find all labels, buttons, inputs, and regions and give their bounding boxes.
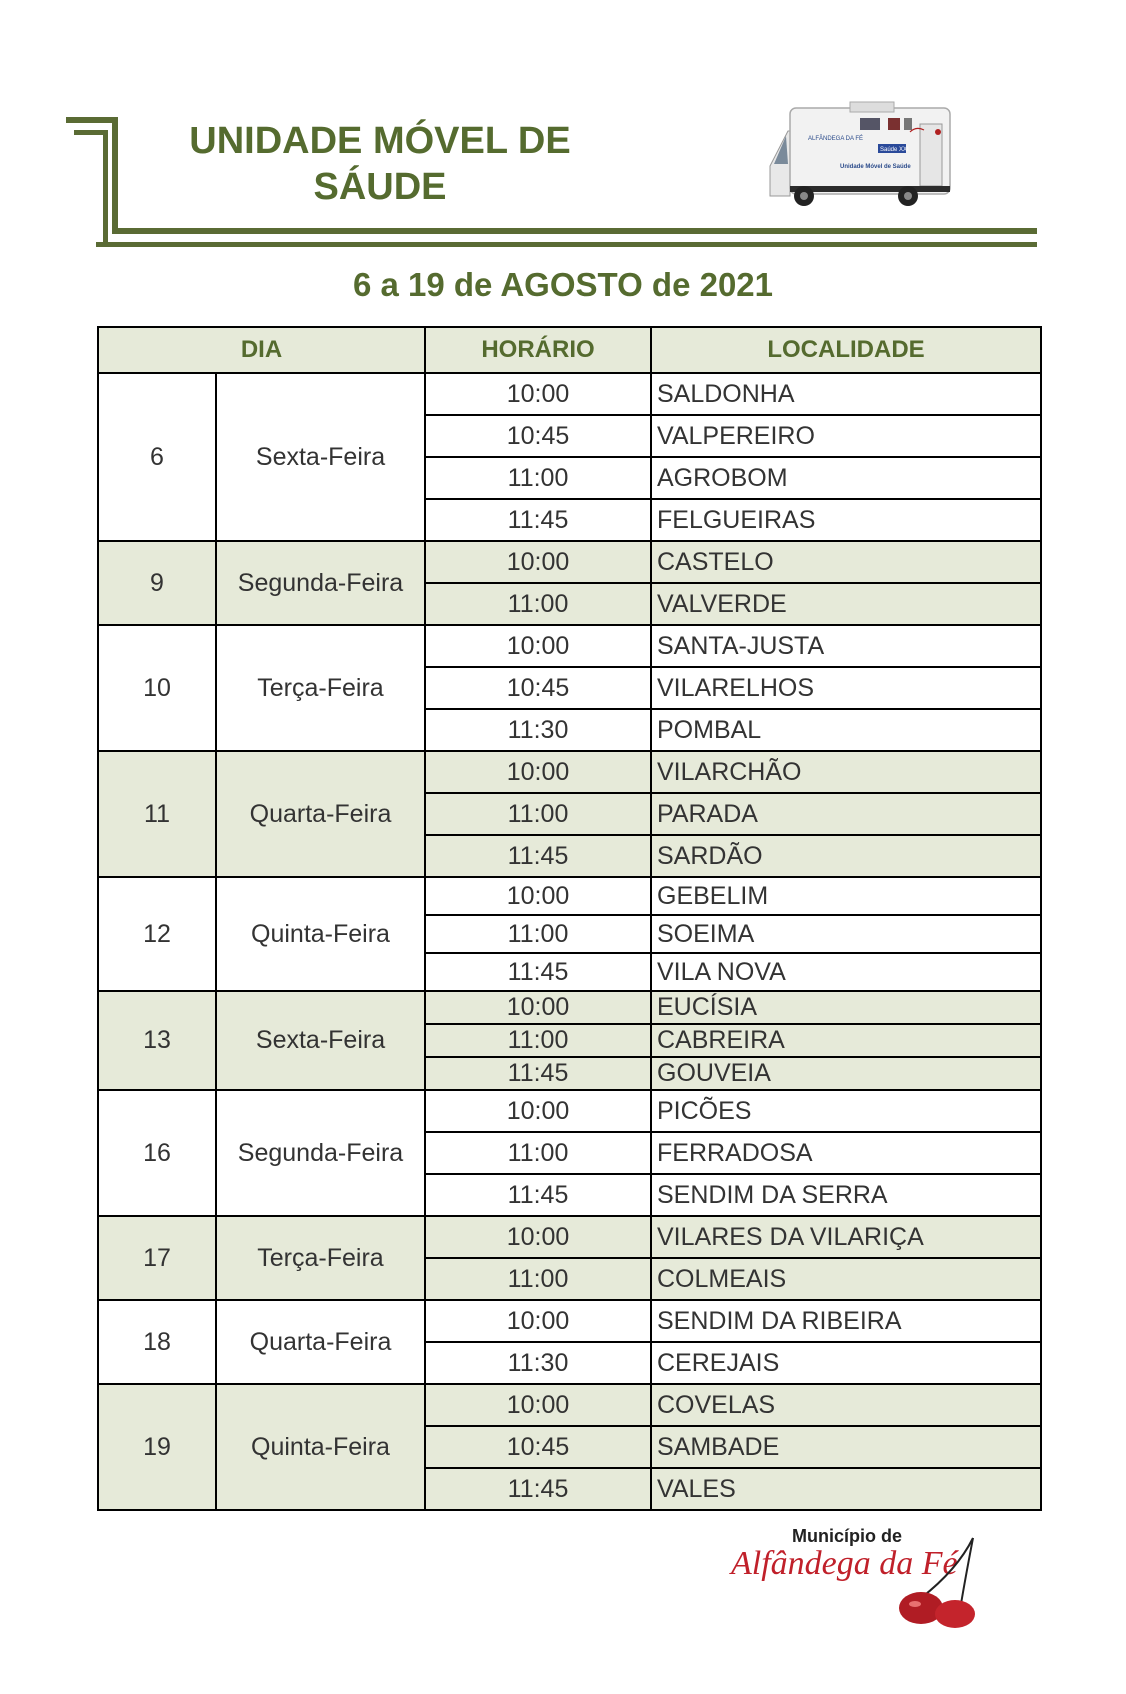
location-cell: CABREIRA: [651, 1024, 1041, 1057]
municipality-logo: [725, 1520, 1005, 1630]
frame-vertical-outer: [112, 117, 118, 233]
logo-script-text: Alfândega da Fé: [731, 1545, 958, 1582]
weekday: Quarta-Feira: [216, 1300, 425, 1384]
table-row: [98, 1300, 1041, 1342]
location-cell: VALVERDE: [651, 583, 1041, 625]
weekday: Quinta-Feira: [216, 1384, 425, 1510]
weekday: Quarta-Feira: [216, 751, 425, 877]
weekday: Terça-Feira: [216, 1216, 425, 1300]
location-cell: SENDIM DA SERRA: [651, 1174, 1041, 1216]
time-cell: 10:45: [425, 1426, 651, 1468]
time-cell: 10:00: [425, 1090, 651, 1132]
time-cell: 11:30: [425, 709, 651, 751]
location-cell: COLMEAIS: [651, 1258, 1041, 1300]
time-cell: 11:30: [425, 1342, 651, 1384]
location-cell: FELGUEIRAS: [651, 499, 1041, 541]
day-number: 13: [98, 991, 216, 1090]
table-row: [98, 625, 1041, 667]
day-number: 18: [98, 1300, 216, 1384]
table-row: [98, 1384, 1041, 1426]
location-cell: SALDONHA: [651, 373, 1041, 415]
weekday: Quinta-Feira: [216, 877, 425, 991]
time-cell: 10:00: [425, 625, 651, 667]
header-localidade: LOCALIDADE: [651, 327, 1041, 373]
mobile-unit-truck-icon: [760, 96, 960, 216]
day-number: 19: [98, 1384, 216, 1510]
time-cell: 11:00: [425, 915, 651, 953]
time-cell: 11:00: [425, 457, 651, 499]
time-cell: 10:00: [425, 877, 651, 915]
weekday: Segunda-Feira: [216, 541, 425, 625]
location-cell: SANTA-JUSTA: [651, 625, 1041, 667]
location-cell: POMBAL: [651, 709, 1041, 751]
location-cell: GEBELIM: [651, 877, 1041, 915]
location-cell: VALES: [651, 1468, 1041, 1510]
weekday: Sexta-Feira: [216, 991, 425, 1090]
day-number: 9: [98, 541, 216, 625]
location-cell: CEREJAIS: [651, 1342, 1041, 1384]
location-cell: VILARES DA VILARIÇA: [651, 1216, 1041, 1258]
schedule-table: [97, 326, 1042, 1511]
time-cell: 11:00: [425, 793, 651, 835]
truck-label-3: Saúde XXI: [880, 147, 909, 153]
table-row: [98, 1216, 1041, 1258]
table-header-row: [98, 327, 1041, 373]
location-cell: VILA NOVA: [651, 953, 1041, 991]
truck-label-1: ALFÂNDEGA DA FÉ: [808, 136, 864, 142]
location-cell: SENDIM DA RIBEIRA: [651, 1300, 1041, 1342]
day-number: 10: [98, 625, 216, 751]
time-cell: 10:00: [425, 1300, 651, 1342]
date-range: 6 a 19 de AGOSTO de 2021: [352, 266, 774, 303]
location-cell: PARADA: [651, 793, 1041, 835]
time-cell: 11:45: [425, 499, 651, 541]
location-cell: VILARCHÃO: [651, 751, 1041, 793]
location-cell: COVELAS: [651, 1384, 1041, 1426]
table-row: [98, 991, 1041, 1024]
header-horario: HORÁRIO: [425, 327, 651, 373]
schedule-body: [98, 373, 1041, 1510]
time-cell: 10:45: [425, 667, 651, 709]
time-cell: 11:45: [425, 953, 651, 991]
time-cell: 10:00: [425, 1216, 651, 1258]
time-cell: 11:45: [425, 1057, 651, 1090]
location-cell: VILARELHOS: [651, 667, 1041, 709]
time-cell: 10:00: [425, 541, 651, 583]
location-cell: SARDÃO: [651, 835, 1041, 877]
weekday: Terça-Feira: [216, 625, 425, 751]
time-cell: 11:45: [425, 835, 651, 877]
location-cell: PICÕES: [651, 1090, 1041, 1132]
location-cell: FERRADOSA: [651, 1132, 1041, 1174]
time-cell: 11:45: [425, 1468, 651, 1510]
location-cell: EUCÍSIA: [651, 991, 1041, 1024]
table-row: [98, 751, 1041, 793]
location-cell: SAMBADE: [651, 1426, 1041, 1468]
location-cell: VALPEREIRO: [651, 415, 1041, 457]
location-cell: AGROBOM: [651, 457, 1041, 499]
frame-bottom-outer: [112, 228, 1037, 234]
location-cell: GOUVEIA: [651, 1057, 1041, 1090]
time-cell: 10:00: [425, 1384, 651, 1426]
time-cell: 10:00: [425, 991, 651, 1024]
time-cell: 11:00: [425, 1132, 651, 1174]
time-cell: 10:00: [425, 751, 651, 793]
frame-bottom-inner: [96, 242, 1037, 247]
table-row: [98, 541, 1041, 583]
frame-top-outer: [66, 117, 118, 123]
time-cell: 11:00: [425, 583, 651, 625]
table-row: [98, 877, 1041, 915]
truck-label-2: Unidade Móvel de Saúde: [840, 164, 911, 170]
day-number: 12: [98, 877, 216, 991]
day-number: 17: [98, 1216, 216, 1300]
day-number: 6: [98, 373, 216, 541]
title-line-2: SÁUDE: [313, 166, 447, 208]
weekday: Segunda-Feira: [216, 1090, 425, 1216]
frame-vertical-inner: [103, 130, 108, 243]
time-cell: 10:00: [425, 373, 651, 415]
time-cell: 11:00: [425, 1024, 651, 1057]
header-dia: DIA: [98, 327, 425, 373]
table-row: [98, 373, 1041, 415]
table-row: [98, 1090, 1041, 1132]
day-number: 11: [98, 751, 216, 877]
logo-municipio-text: Município de: [792, 1526, 902, 1546]
time-cell: 11:00: [425, 1258, 651, 1300]
weekday: Sexta-Feira: [216, 373, 425, 541]
time-cell: 11:45: [425, 1174, 651, 1216]
time-cell: 10:45: [425, 415, 651, 457]
page-title: [150, 118, 610, 210]
day-number: 16: [98, 1090, 216, 1216]
location-cell: SOEIMA: [651, 915, 1041, 953]
location-cell: CASTELO: [651, 541, 1041, 583]
title-line-1: UNIDADE MÓVEL DE: [189, 120, 571, 162]
